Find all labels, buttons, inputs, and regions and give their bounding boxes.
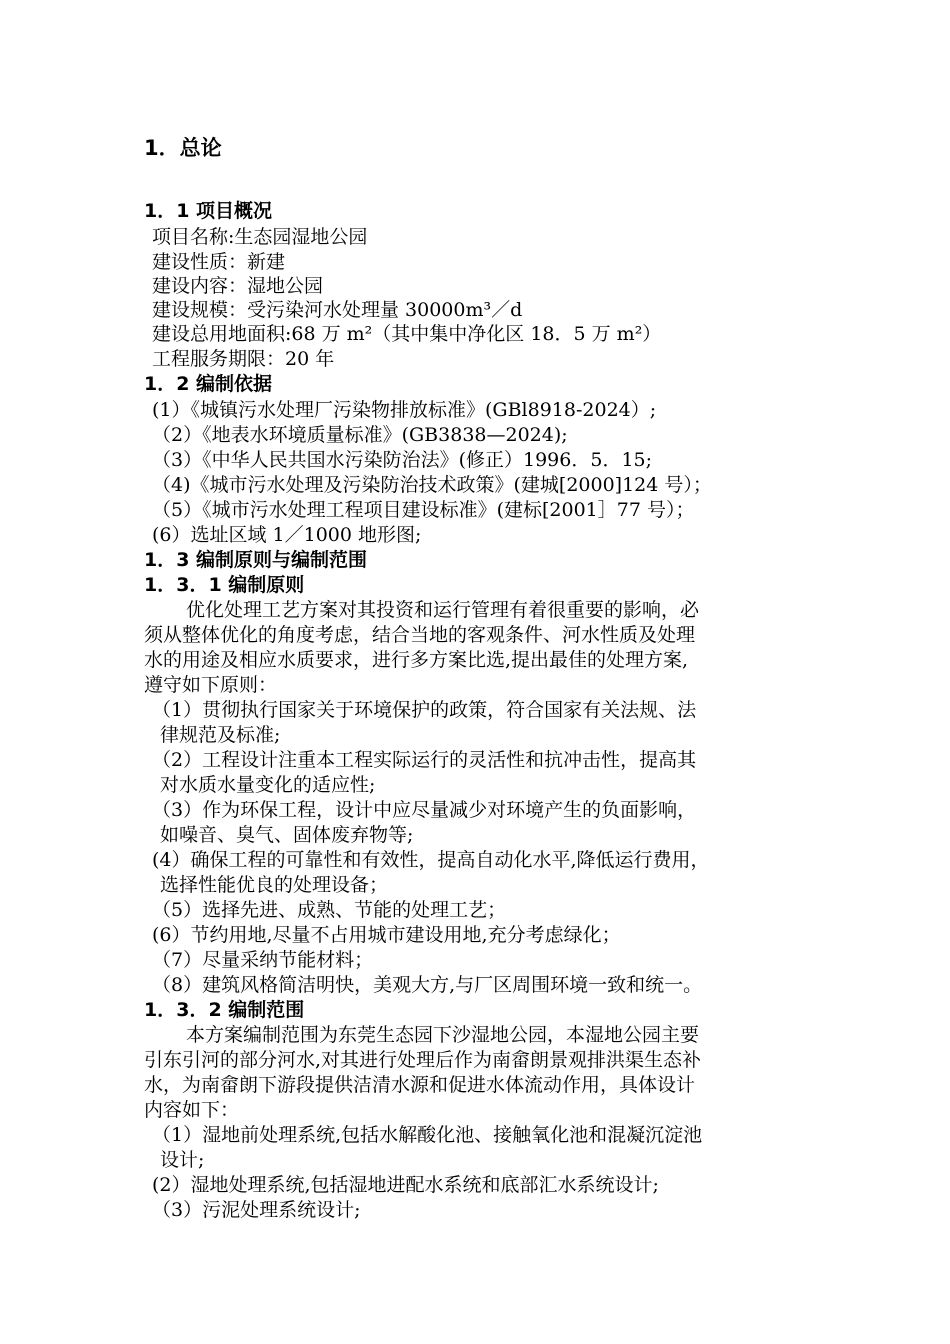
scope-paragraph-line: 内容如下： <box>144 1099 240 1121</box>
principles-paragraph-line: 遵守如下原则： <box>144 674 278 696</box>
principle-item: （8）建筑风格简洁明快，美观大方,与厂区周围环境一致和统一。 <box>152 974 703 996</box>
service-period-line: 工程服务期限：20 年 <box>152 348 335 370</box>
principle-item-continued: 对水质水量变化的适应性; <box>160 774 376 796</box>
basis-item-5: （5）《城市污水处理工程项目建设标准》(建标[2001］77 号）； <box>152 499 695 521</box>
chapter-title: 1．总论 <box>144 136 222 160</box>
construction-content-line: 建设内容：湿地公园 <box>152 275 324 297</box>
scope-paragraph-line: 引东引河的部分河水,对其进行处理后作为南畲朗景观排洪渠生态补 <box>144 1049 702 1071</box>
construction-nature-line: 建设性质：新建 <box>152 251 286 273</box>
construction-scale-line: 建设规模：受污染河水处理量 30000m³／d <box>152 299 523 321</box>
section-heading-1-2: 1．2 编制依据 <box>144 373 273 395</box>
principle-item: （3）作为环保工程，设计中应尽量减少对环境产生的负面影响， <box>152 799 697 821</box>
scope-paragraph-line: 本方案编制范围为东莞生态园下沙湿地公园，本湿地公园主要 <box>186 1024 700 1046</box>
basis-item-1: (1）《城镇污水处理厂污染物排放标准》(GBl8918-2024）; <box>152 399 657 421</box>
principle-item: （2）工程设计注重本工程实际运行的灵活性和抗冲击性，提高其 <box>152 749 697 771</box>
principle-item-continued: 如噪音、臭气、固体废弃物等; <box>160 824 414 846</box>
principle-item: （7）尽量采纳节能材料； <box>152 949 374 971</box>
principle-item: （1）贯彻执行国家关于环境保护的政策，符合国家有关法规、法 <box>152 699 697 721</box>
basis-item-3: （3）《中华人民共国水污染防治法》(修正）1996．5．15; <box>152 449 653 471</box>
scope-item: （3）污泥处理系统设计; <box>152 1199 361 1221</box>
scope-item: (2）湿地处理系统,包括湿地进配水系统和底部汇水系统设计; <box>152 1174 659 1196</box>
scope-item: （1）湿地前处理系统,包括水解酸化池、接触氧化池和混凝沉淀池 <box>152 1124 703 1146</box>
subsection-heading-1-3-1: 1．3．1 编制原则 <box>144 574 305 596</box>
basis-item-6: (6）选址区域 1／1000 地形图; <box>152 524 422 546</box>
subsection-heading-1-3-2: 1．3．2 编制范围 <box>144 999 305 1021</box>
land-area-line: 建设总用地面积:68 万 m²（其中集中净化区 18．5 万 m²） <box>152 323 662 345</box>
scope-item-continued: 设计; <box>160 1149 205 1171</box>
principles-paragraph-line: 优化处理工艺方案对其投资和运行管理有着很重要的影响，必 <box>186 599 700 621</box>
principles-paragraph-line: 水的用途及相应水质要求，进行多方案比选,提出最佳的处理方案, <box>144 649 689 671</box>
principle-item: （5）选择先进、成熟、节能的处理工艺； <box>152 899 507 921</box>
principle-item: (4）确保工程的可靠性和有效性，提高自动化水平,降低运行费用， <box>152 849 710 871</box>
scope-paragraph-line: 水，为南畲朗下游段提供洁清水源和促进水体流动作用，具体设计 <box>144 1074 696 1096</box>
principle-item-continued: 选择性能优良的处理设备； <box>160 874 389 896</box>
principles-paragraph-line: 须从整体优化的角度考虑，结合当地的客观条件、河水性质及处理 <box>144 624 696 646</box>
principle-item-continued: 律规范及标准; <box>160 724 281 746</box>
basis-item-4: （4)《城市污水处理及污染防治技术政策》(建城[2000]124 号）； <box>152 474 712 496</box>
section-heading-1-1: 1．1 项目概况 <box>144 200 273 222</box>
project-name-line: 项目名称:生态园湿地公园 <box>152 226 368 248</box>
principle-item: (6）节约用地,尽量不占用城市建设用地,充分考虑绿化； <box>152 924 621 946</box>
basis-item-2: （2）《地表水环境质量标准》(GB3838—2024); <box>152 424 568 446</box>
section-heading-1-3: 1．3 编制原则与编制范围 <box>144 549 368 571</box>
